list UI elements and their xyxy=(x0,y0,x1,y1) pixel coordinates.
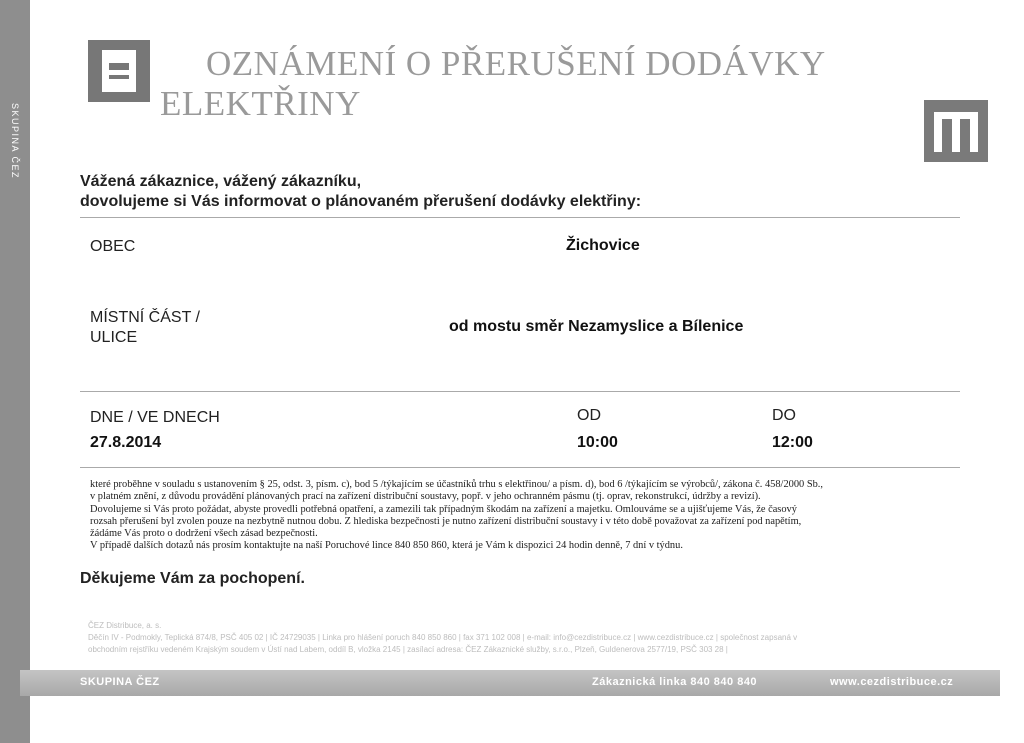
left-sidebar-stripe xyxy=(0,0,30,743)
footer-line: Děčín IV - Podmokly, Teplická 874/8, PSČ 405 02 | IČ 24729035 | Linka pro hlášení poruch 840 850 860 | fax 371 102 008 | e-mail: info@cezdistribuce.cz | www.cezdistribuce.cz | společnost zapsaná v xyxy=(88,633,798,642)
do-label: DO xyxy=(772,407,796,424)
sidebar-brand-text: SKUPINA ČEZ xyxy=(10,102,20,180)
dne-label: DNE / VE DNECH xyxy=(90,409,220,426)
obec-value: Žichovice xyxy=(566,237,640,254)
notice-body xyxy=(90,479,970,553)
footer-company-name: ČEZ Distribuce, a. s. xyxy=(88,621,162,630)
page-title: OZNÁMENÍ O PŘERUŠENÍ DODÁVKY ELEKTŘINY xyxy=(160,44,825,123)
body-line: Dovolujeme si Vás proto požádat, abyste provedli potřebná opatření, a zamezili tak případným škodám na zařízení a majetku. Omlouváme se a ujišťujeme Vás, že časový xyxy=(90,503,797,515)
divider xyxy=(80,467,960,468)
footer-company-info xyxy=(88,620,968,656)
divider xyxy=(80,391,960,392)
od-label: OD xyxy=(577,407,601,424)
body-line: v platném znění, z důvodu provádění plánovaných prací na zařízení distribuční soustavy, popř. v jeho ochranném pásmu (tj. oprav, rekonstrukcí, údržby a revizí). xyxy=(90,491,761,503)
obec-label: OBEC xyxy=(90,238,136,255)
footer-line: obchodním rejstříku vedeném Krajským soudem v Ústí nad Labem, oddíl B, vložka 2145 | zasílací adresa: ČEZ Zákaznické služby, s.r.o., Plzeň, Guldenerova 2577/19, PSČ 303 28 | xyxy=(88,645,728,654)
do-value: 12:00 xyxy=(772,434,813,451)
mistni-cast-value: od mostu směr Nezamyslice a Bílenice xyxy=(449,318,744,335)
cez-distribuce-logo-icon xyxy=(924,100,988,162)
bottom-bar-website: www.cezdistribuce.cz xyxy=(830,676,954,688)
bottom-bar-hotline: Zákaznická linka 840 840 840 xyxy=(592,676,758,688)
body-line: rozsah přerušení byl zvolen pouze na nezbytně nutnou dobu. Z hlediska bezpečnosti je nutno zařízení distribuční soustavy i v této době považovat za zařízení pod napětím, xyxy=(90,515,802,527)
body-line: které proběhne v souladu s ustanovením § 25, odst. 3, písm. c), bod 5 /týkajícím se účastníků trhu s elektřinou/ a písm. d), bod 6 /týkajícím se výrobců/, zákona č. 458/2000 Sb., xyxy=(90,479,823,490)
mistni-cast-label: MÍSTNÍ ČÁST / ULICE xyxy=(90,309,200,346)
greeting xyxy=(80,172,641,212)
body-line: žádáme Vás proto o dodržení všech zásad bezpečnosti. xyxy=(90,528,318,540)
divider xyxy=(80,217,960,218)
greeting-line-2: dovolujeme si Vás informovat o plánovaném přerušení dodávky elektřiny: xyxy=(80,193,642,210)
od-value: 10:00 xyxy=(577,434,618,451)
bottom-bar-brand: SKUPINA ČEZ xyxy=(80,676,160,688)
greeting-line-1: Vážená zákaznice, vážený zákazníku, xyxy=(80,173,362,190)
thanks-text: Děkujeme Vám za pochopení. xyxy=(80,570,305,587)
body-line: V případě dalších dotazů nás prosím kontaktujte na naší Poruchové lince 840 850 860, která je Vám k dispozici 24 hodin denně, 7 dní v týdnu. xyxy=(90,540,683,552)
cez-logo-icon xyxy=(88,40,150,102)
bottom-bar xyxy=(20,670,1000,696)
dne-value: 27.8.2014 xyxy=(90,434,162,451)
